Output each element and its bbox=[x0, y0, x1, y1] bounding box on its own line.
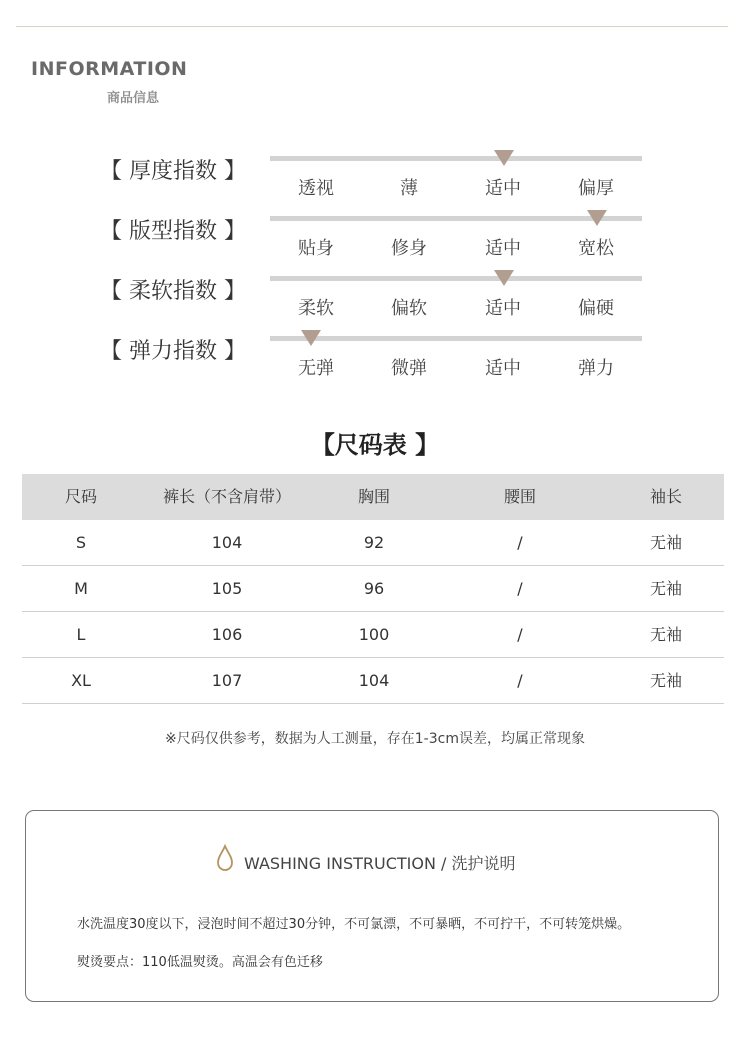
water-drop-icon bbox=[216, 844, 234, 876]
index-option: 薄 bbox=[400, 178, 418, 199]
washing-title: WASHING INSTRUCTION / 洗护说明 bbox=[244, 854, 516, 873]
index-marker-icon bbox=[494, 270, 514, 286]
table-cell: 100 bbox=[358, 625, 390, 644]
table-cell: 105 bbox=[211, 579, 243, 598]
table-header-cell: 尺码 bbox=[64, 487, 98, 506]
index-option: 贴身 bbox=[298, 238, 334, 259]
size-note: ※尺码仅供参考，数据为人工测量，存在1-3cm误差，均属正常现象 bbox=[165, 731, 585, 747]
index-option: 适中 bbox=[485, 238, 521, 259]
table-cell: 104 bbox=[211, 533, 243, 552]
index-option: 适中 bbox=[485, 178, 521, 199]
table-header-cell: 袖长 bbox=[649, 487, 683, 506]
index-scale-bar bbox=[270, 336, 642, 341]
washing-temperature-text: 水洗温度30度以下，浸泡时间不超过30分钟，不可氯漂，不可暴晒，不可拧干，不可转笼烘燥。 bbox=[77, 917, 631, 932]
index-option: 柔软 bbox=[298, 298, 334, 319]
index-marker-icon bbox=[494, 150, 514, 166]
index-option: 透视 bbox=[298, 178, 334, 199]
index-label: 【 柔软指数 】 bbox=[100, 279, 246, 304]
index-option: 偏软 bbox=[391, 298, 427, 319]
table-cell: 无袖 bbox=[649, 579, 683, 598]
table-cell: 无袖 bbox=[649, 533, 683, 552]
washing-instruction-box bbox=[25, 810, 719, 1002]
table-header-cell: 胸围 bbox=[357, 487, 391, 506]
table-cell: 107 bbox=[211, 671, 243, 690]
table-cell: 106 bbox=[211, 625, 243, 644]
table-header-cell: 裤长（不含肩带） bbox=[162, 487, 292, 506]
index-marker-icon bbox=[301, 330, 321, 346]
table-row bbox=[22, 612, 724, 658]
size-chart-title: 【尺码表 】 bbox=[310, 431, 440, 459]
index-scale-bar bbox=[270, 156, 642, 161]
table-row bbox=[22, 566, 724, 612]
table-header bbox=[22, 474, 724, 520]
table-cell: 无袖 bbox=[649, 671, 683, 690]
table-row bbox=[22, 658, 724, 704]
index-option: 无弹 bbox=[298, 358, 334, 379]
table-cell: 96 bbox=[363, 579, 385, 598]
index-option: 微弹 bbox=[391, 358, 427, 379]
index-option: 偏厚 bbox=[578, 178, 614, 199]
table-cell: M bbox=[74, 579, 88, 598]
table-cell: XL bbox=[71, 671, 91, 690]
table-header-cell: 腰围 bbox=[503, 487, 537, 506]
table-cell: / bbox=[517, 625, 523, 644]
table-cell: 无袖 bbox=[649, 625, 683, 644]
top-divider bbox=[16, 26, 728, 27]
index-scale-bar bbox=[270, 216, 642, 221]
index-option: 适中 bbox=[485, 298, 521, 319]
index-option: 宽松 bbox=[578, 238, 614, 259]
ironing-text: 熨烫要点：110低温熨烫。高温会有色迁移 bbox=[77, 955, 323, 970]
index-option: 适中 bbox=[485, 358, 521, 379]
index-option: 弹力 bbox=[578, 358, 614, 379]
table-cell: L bbox=[76, 625, 86, 644]
index-option: 修身 bbox=[391, 238, 427, 259]
index-label: 【 厚度指数 】 bbox=[100, 159, 246, 184]
table-cell: 92 bbox=[363, 533, 385, 552]
index-scale-bar bbox=[270, 276, 642, 281]
table-cell: S bbox=[75, 533, 87, 552]
index-option: 偏硬 bbox=[578, 298, 614, 319]
index-label: 【 弹力指数 】 bbox=[100, 339, 246, 364]
table-cell: / bbox=[517, 579, 523, 598]
section-title: INFORMATION bbox=[31, 58, 188, 80]
index-marker-icon bbox=[587, 210, 607, 226]
table-cell: 104 bbox=[358, 671, 390, 690]
table-cell: / bbox=[517, 671, 523, 690]
index-label: 【 版型指数 】 bbox=[100, 219, 246, 244]
table-cell: / bbox=[517, 533, 523, 552]
section-subtitle: 商品信息 bbox=[107, 91, 160, 106]
size-table bbox=[22, 474, 724, 704]
table-row bbox=[22, 520, 724, 566]
